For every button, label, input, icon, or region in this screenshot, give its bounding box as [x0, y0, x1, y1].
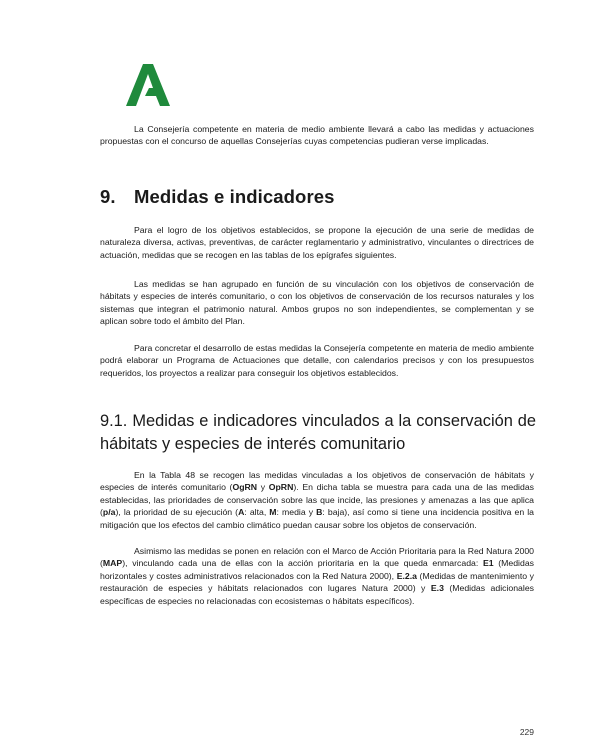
section-paragraph-2: Las medidas se han agrupado en función de su vinculación con los objetivos de conservación de hábitats y especies de interés comunitario, o con los objetivos de conservación de los recursos naturales y los sistemas que integran el patrimonio natural. Ambos grupos no son independientes, se complementan y se aplican sobre todo el ámbito del Plan. — [100, 279, 534, 327]
junta-de-andalucia-logo — [100, 62, 192, 108]
section-paragraph-1: Para el logro de los objetivos establecidos, se propone la ejecución de una serie de medidas de naturaleza diversa, activas, preventivas, de carácter reglamentario y administrativo, vinculantes o directrices de actuación, medidas que se recogen en las tablas de los epígrafes siguientes. — [100, 225, 534, 260]
section-title: Medidas e indicadores — [134, 186, 335, 207]
page-number: 229 — [519, 727, 534, 737]
subsection-number: 9.1. — [100, 412, 128, 430]
subsection-title: Medidas e indicadores vinculados a la conservación de hábitats y especies de interés comunitario — [100, 412, 536, 453]
section-heading — [100, 186, 335, 208]
subsection-heading — [100, 410, 536, 456]
section-paragraph-3: Para concretar el desarrollo de estas medidas la Consejería competente en materia de medio ambiente podrá elaborar un Programa de Actuaciones que detalle, con calendarios precisos y con los presupuestos requeridos, los proyectos a realizar para conseguir los objetivos establecidos. — [100, 343, 534, 378]
andalucia-a-icon — [124, 62, 172, 108]
section-number: 9. — [100, 186, 116, 207]
subsection-paragraph-1: En la Tabla 48 se recogen las medidas vinculadas a los objetivos de conservación de hábitats y especies de interés comunitario (OgRN y OpRN). En dicha tabla se muestra para cada una de las medidas establecidas, las prioridades de conservación sobre las que incide, las presiones y amenazas a las que aplica (p/a), la prioridad de su ejecución (A: alta, M: media y B: baja), así como si tiene una incidencia positiva en la mitigación que los efectos del cambio climático puedan causar sobre los objetos de conservación. — [100, 470, 534, 530]
subsection-paragraph-2: Asimismo las medidas se ponen en relación con el Marco de Acción Prioritaria para la Red Natura 2000 (MAP), vinculando cada una de ellas con la acción prioritaria en la que queda enmarcada: E1 (Medidas horizontales y costes administrativos relacionados con la Red Natura 2000), E.2.a (Medidas de mantenimiento y restauración de especies y hábitats relacionados con lugares Natura 2000) y E.3 (Medidas adicionales específicas de especies no relacionadas con ecosistemas o hábitats específicos). — [100, 546, 535, 606]
intro-paragraph: La Consejería competente en materia de medio ambiente llevará a cabo las medidas y actuaciones propuestas con el concurso de aquellas Consejerías cuyas competencias pudieran verse implicadas. — [100, 124, 534, 147]
